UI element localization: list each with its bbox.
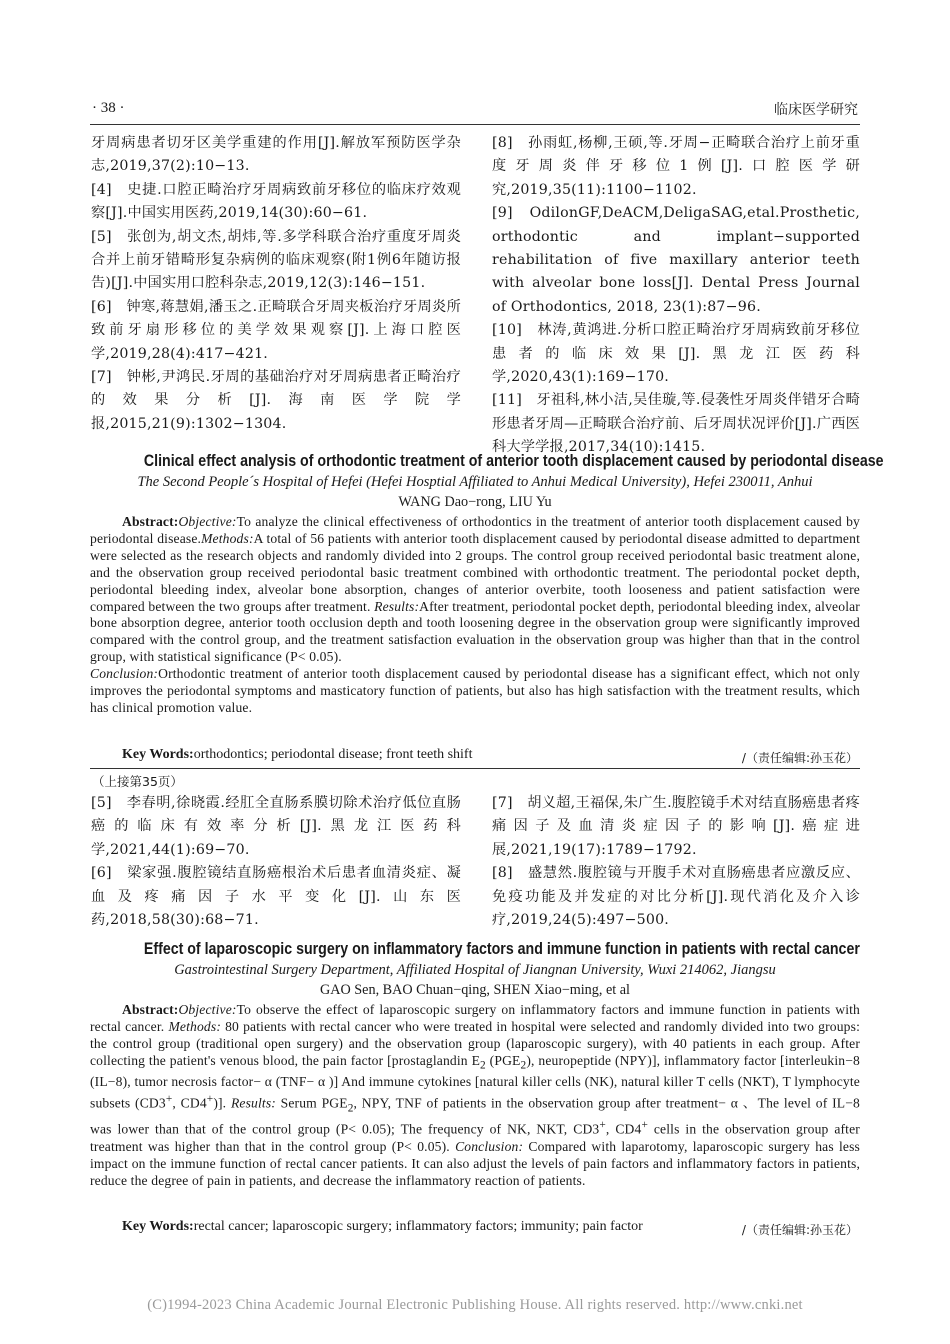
journal-name: 临床医学研究 — [774, 102, 858, 118]
superscript: + — [641, 1119, 648, 1132]
results-text: , NPY, TNF of patients in the observation group after treatment− α 、The level of IL−8 was lower than that of the control group (P< 0.05); The frequency of NK, NKT, CD3 — [90, 1095, 860, 1137]
references-top-right — [492, 132, 860, 460]
results-text: cells in the observation group after treatment was higher than that in the control group (P< 0.05). — [90, 1121, 860, 1154]
reference-item: [5] 李春明,徐晓霞.经肛全直肠系膜切除术治疗低位直肠癌的临床有效率分析[J].黑龙江医药科学,2021,44(1):69−70. — [91, 795, 461, 858]
keywords-text: orthodontics; periodontal disease; front teeth shift — [193, 747, 473, 762]
header-rule — [90, 124, 860, 125]
article2-editor: /（责任编辑:孙玉花） — [741, 1223, 858, 1237]
references-bottom-left — [91, 792, 461, 932]
objective-text: To analyze the clinical effectiveness of orthodontics in the treatment of anterior tooth displacement caused by periodontal disease. — [90, 514, 860, 546]
results-label: Results: — [230, 1095, 276, 1111]
continued-note: （上接第35页） — [92, 774, 183, 789]
methods-text: 80 patients with rectal cancer who were treated in hospital were selected and randomly divided into two groups: the control group (traditional open surgery) and the observation group (laparoscopic surgery), with 40 patients in each group. After collecting the patient's venous blood, the pain factor [prostaglandin E — [90, 1018, 860, 1068]
reference-item: [7] 钟彬,尹鸿民.牙周的基础治疗对牙周病患者正畸治疗的效果分析[J].海南医学院学报,2015,21(9):1302−1304. — [91, 369, 461, 432]
article2-authors: GAO Sen, BAO Chuan−qing, SHEN Xiao−ming, et al — [320, 982, 630, 998]
subscript: 2 — [480, 1059, 486, 1072]
article2-title: Effect of laparoscopic surgery on inflammatory factors and immune function in patients with rectal cancer — [143, 940, 860, 958]
methods-text: ), neuropeptide (NPY)], inflammatory factor [interleukin−8 (IL−8), tumor necrosis factor− α (TNF− α )] And immune cytokines [natural killer cells (NK), natural killer T cells (NKT), T lymphocyte subsets (CD3 — [90, 1052, 861, 1111]
reference-item: [6] 钟寒,蒋慧娟,潘玉之.正畸联合牙周夹板治疗牙周炎所致前牙扇形移位的美学效果观察[J].上海口腔医学,2019,28(4):417−421. — [91, 298, 461, 362]
reference-item: [9] OdilonGF,DeACM,DeligaSAG,etal.Prosthetic, orthodontic and implant−supported rehabilitation of five maxillary anterior teeth with alveolar bone loss[J]. Dental Press Journal of Orthodontics, 2018, 23(1):87−96. — [492, 205, 860, 315]
results-label: Results: — [374, 598, 420, 614]
reference-item: [6] 梁家强.腹腔镜结直肠癌根治术后患者血清炎症、凝血及疼痛因子水平变化[J].山东医药,2018,58(30):68−71. — [91, 865, 461, 929]
objective-label: Objective: — [178, 514, 237, 529]
reference-item: [11] 牙祖科,林小洁,吴佳璇,等.侵袭性牙周炎伴错牙合畸形患者牙周—正畸联合治疗前、后牙周状况评价[J].广西医科大学学报,2017,34(10):1415. — [492, 392, 860, 456]
reference-item: [8] 孙雨虹,杨柳,王硕,等.牙周−正畸联合治疗上前牙重度牙周炎伴牙移位1例[J].口腔医学研究,2019,35(11):1100−1102. — [492, 135, 860, 198]
article2-affiliation: Gastrointestinal Surgery Department, Affiliated Hospital of Jiangnan University, Wuxi 214062, Jiangsu — [174, 962, 776, 978]
superscript: + — [165, 1093, 173, 1106]
references-bottom-right — [492, 792, 860, 932]
keywords-label: Key Words: — [122, 1219, 194, 1234]
article1-editor: /（责任编辑:孙玉花） — [741, 751, 858, 765]
abstract-label: Abstract: — [122, 514, 179, 529]
article1-affiliation: The Second People´s Hospital of Hefei (Hefei Hosptial Affiliated to Anhui Medical University), Hefei 230011, Anhui — [137, 474, 813, 490]
methods-text: (PGE — [485, 1052, 521, 1068]
section-divider — [90, 768, 860, 769]
conclusion-text: Orthodontic treatment of anterior tooth displacement caused by periodontal disease has a significant effect, which not only improves the periodontal symptoms and masticatory function of patients, but also has high satisfaction with the treatment results, which has clinical promotion value. — [90, 666, 860, 715]
reference-item: [10] 林涛,黄鸿进.分析口腔正畸治疗牙周病致前牙移位患者的临床效果[J].黑龙江医药科学,2020,43(1):169−170. — [492, 322, 860, 386]
objective-text: To observe the effect of laparoscopic surgery on inflammatory factors and immune function in patients with rectal cancer. — [90, 1002, 860, 1034]
abstract-label: Abstract: — [122, 1002, 179, 1017]
results-text: Serum PGE — [275, 1095, 348, 1111]
references-top-left — [91, 132, 461, 436]
superscript: + — [599, 1119, 606, 1132]
subscript: 2 — [347, 1102, 354, 1115]
subscript: 2 — [520, 1059, 527, 1072]
article2-keywords — [122, 1219, 643, 1235]
keywords-text: rectal cancer; laparoscopic surgery; inflammatory factors; immunity; pain factor — [193, 1219, 643, 1234]
results-text: After treatment, periodontal pocket depth, periodontal bleeding index, alveolar bone absorption degree, anterior tooth occlusion depth and tooth loosening degree in the observation group were significantly improved compared with the control group, and the treatment satisfaction evaluation in the observation group was higher than that in the control group, with statistical significance (P< 0.05). — [90, 598, 860, 665]
conclusion-text: Compared with laparotomy, laparoscopic surgery has less impact on the immune function of rectal cancer patients. It can also adjust the levels of pain factors and inflammatory factors in patients, reduce the degree of pain in patients, and decrease the inflammatory reaction of patients. — [90, 1138, 860, 1188]
article2-abstract — [90, 1002, 860, 1190]
methods-label: Methods: — [201, 530, 254, 546]
results-text: , CD4 — [605, 1121, 642, 1137]
article1-keywords — [122, 747, 472, 763]
article1-title: Clinical effect analysis of orthodontic treatment of anterior tooth displacement caused by periodontal disease — [143, 452, 884, 470]
reference-item: 牙周病患者切牙区美学重建的作用[J].解放军预防医学杂志,2019,37(2):10−13. — [91, 135, 461, 175]
article1-abstract — [90, 514, 860, 717]
keywords-label: Key Words: — [122, 747, 194, 762]
methods-text: , CD4 — [172, 1095, 207, 1111]
conclusion-label: Conclusion: — [90, 666, 159, 682]
reference-item: [5] 张创为,胡文杰,胡炜,等.多学科联合治疗重度牙周炎合并上前牙错畸形复杂病例的临床观察(附1例6年随访报告)[J].中国实用口腔科杂志,2019,12(3):146−151. — [91, 228, 461, 292]
methods-text: A total of 56 patients with anterior tooth displacement caused by periodontal disease admitted to department were selected as the research objects and randomly divided into 2 groups. The control group received periodontal basic treatment alone, and the observation group received periodontal basic treatment combined with orthodontic treatment. The periodontal pocket depth, periodontal bleeding index, alveolar bone absorption, changes of anterior overbite, tooth looseness and patient satisfaction were compared between the two groups after treatment. — [90, 530, 860, 614]
methods-label: Methods: — [168, 1018, 221, 1034]
copyright-footer: (C)1994-2023 China Academic Journal Electronic Publishing House. All rights reserved. http://www.cnki.net — [147, 1297, 803, 1313]
superscript: + — [206, 1093, 214, 1106]
reference-item: [8] 盛慧然.腹腔镜与开腹手术对直肠癌患者应激反应、免疫功能及并发症的对比分析[J].现代消化及介入诊疗,2019,24(5):497−500. — [492, 865, 860, 929]
article1-authors: WANG Dao−rong, LIU Yu — [398, 494, 552, 510]
methods-text: )]. — [213, 1095, 227, 1111]
page-number: · 38 · — [92, 100, 125, 116]
objective-label: Objective: — [178, 1002, 237, 1017]
conclusion-label: Conclusion: — [455, 1138, 524, 1154]
reference-item: [4] 史捷.口腔正畸治疗牙周病致前牙移位的临床疗效观察[J].中国实用医药,2019,14(30):60−61. — [91, 181, 461, 222]
reference-item: [7] 胡义超,王福保,朱广生.腹腔镜手术对结直肠癌患者疼痛因子及血清炎症因子的影响[J].癌症进展,2021,19(17):1789−1792. — [492, 795, 860, 858]
